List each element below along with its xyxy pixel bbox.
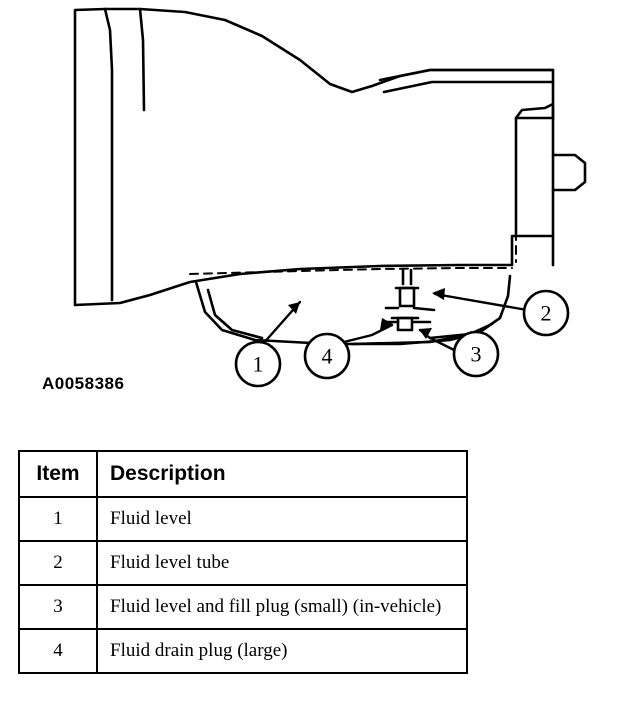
- row-item-description: Fluid level: [97, 497, 467, 541]
- oil-pan-inner-edge: [208, 290, 262, 338]
- callout-label-4: 4: [321, 343, 333, 369]
- callout-3: [454, 332, 498, 376]
- fill-plug-boss: [400, 288, 414, 306]
- leader-line-2: [435, 294, 527, 310]
- callout-label-1: 1: [252, 351, 264, 377]
- row-item-number: 2: [19, 541, 97, 585]
- level-tube-stub: [403, 270, 411, 284]
- callout-label-2: 2: [540, 300, 552, 326]
- upper-tube-lower-edge: [384, 82, 553, 92]
- upper-tube: [380, 70, 553, 80]
- row-item-number: 3: [19, 585, 97, 629]
- table-row: [19, 585, 467, 629]
- arrowhead-2: [432, 288, 445, 300]
- figure-id-label: A0058386: [42, 374, 125, 393]
- table-header-row: [19, 451, 467, 497]
- plug-outer-rim: [386, 308, 434, 310]
- header-description: Description: [97, 451, 467, 497]
- bellhousing-top-curve: [105, 9, 112, 300]
- table-row: [19, 541, 467, 585]
- table-row: [19, 629, 467, 673]
- drain-plug: [398, 318, 412, 330]
- row-item-number: 4: [19, 629, 97, 673]
- case-seam-dashed: [190, 268, 512, 274]
- legend-table: [18, 450, 468, 674]
- bellhousing-curve-2: [140, 9, 144, 110]
- row-item-number: 1: [19, 497, 97, 541]
- callout-1: [236, 342, 280, 386]
- transmission-body-outline: [75, 9, 553, 305]
- row-item-description: Fluid level and fill plug (small) (in-vehicle): [97, 585, 467, 629]
- row-item-description: Fluid level tube: [97, 541, 467, 585]
- header-item: Item: [19, 451, 97, 497]
- table-row: [19, 497, 467, 541]
- row-item-description: Fluid drain plug (large): [97, 629, 467, 673]
- callout-2: [524, 291, 568, 335]
- callout-label-3: 3: [470, 341, 482, 367]
- right-boss-shape: [553, 155, 585, 190]
- callout-4: [305, 334, 349, 378]
